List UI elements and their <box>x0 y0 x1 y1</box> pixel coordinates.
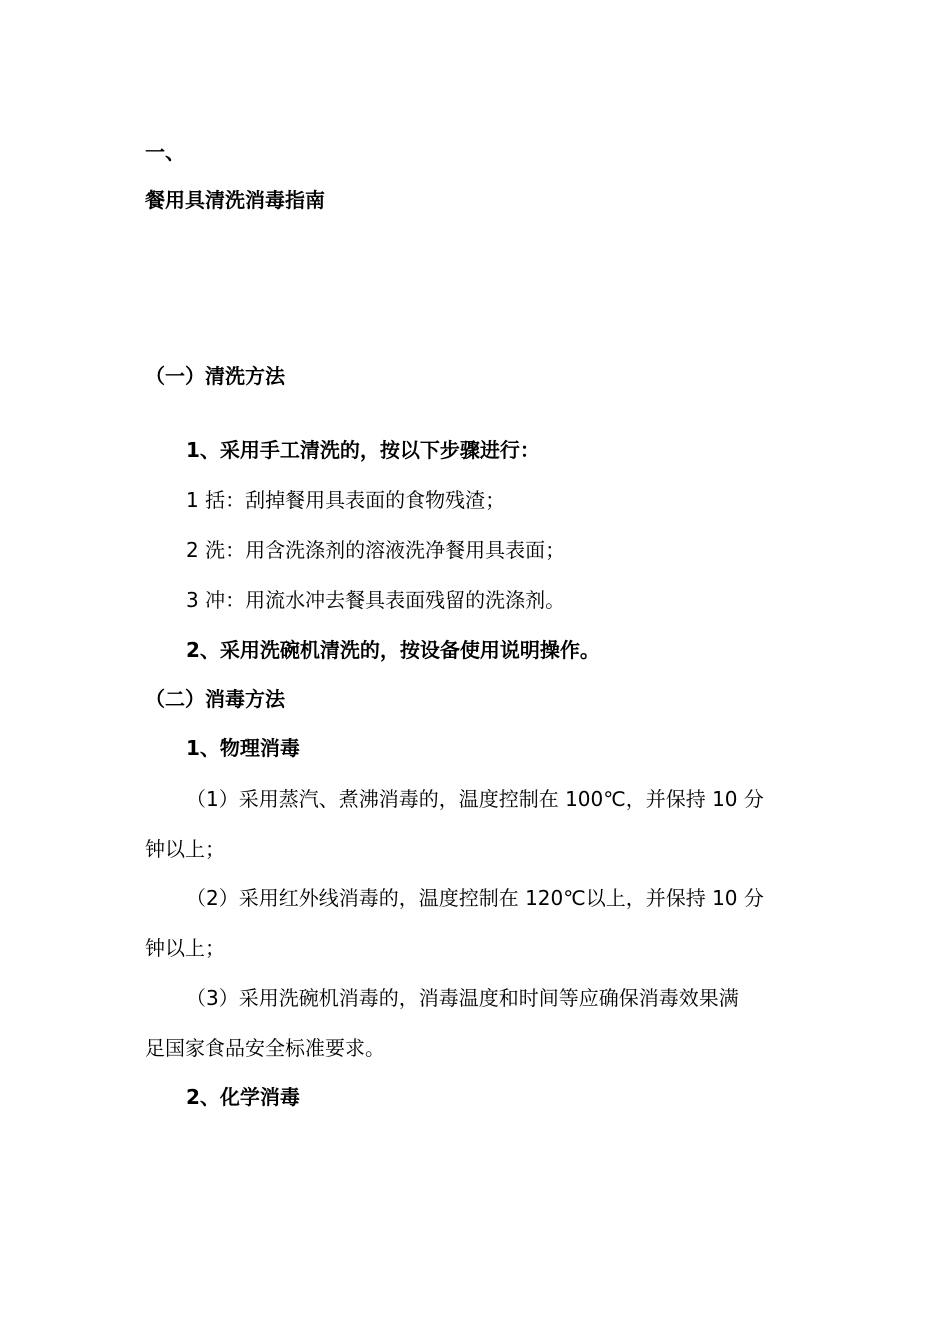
section-number: 一、 <box>145 140 185 164</box>
heading-chemical-disinfection: 2、化学消毒 <box>186 1085 300 1109</box>
paragraph-dishwasher-line2: 足国家食品安全标准要求。 <box>145 1036 385 1060</box>
heading-physical-disinfection: 1、物理消毒 <box>186 736 300 760</box>
paragraph-steam-line1: （1）采用蒸汽、煮沸消毒的，温度控制在 100℃，并保持 10 分 <box>186 787 764 811</box>
step-scrape: 1 括：刮掉餐用具表面的食物残渣； <box>186 488 506 512</box>
step-rinse: 3 冲：用流水冲去餐具表面残留的洗涤剂。 <box>186 588 566 612</box>
paragraph-dishwasher-line1: （3）采用洗碗机消毒的，消毒温度和时间等应确保消毒效果满 <box>186 986 739 1010</box>
paragraph-steam-line2: 钟以上； <box>145 837 225 861</box>
heading-cleaning-methods: （一）清洗方法 <box>145 364 285 388</box>
heading-dishwasher-cleaning: 2、采用洗碗机清洗的，按设备使用说明操作。 <box>186 638 600 662</box>
heading-manual-cleaning: 1、采用手工清洗的，按以下步骤进行： <box>186 438 540 462</box>
heading-disinfection-methods: （二）消毒方法 <box>145 687 285 711</box>
step-wash: 2 洗：用含洗涤剂的溶液洗净餐用具表面； <box>186 538 566 562</box>
paragraph-infrared-line2: 钟以上； <box>145 936 225 960</box>
paragraph-infrared-line1: （2）采用红外线消毒的，温度控制在 120℃以上，并保持 10 分 <box>186 886 764 910</box>
document-title: 餐用具清洗消毒指南 <box>145 188 325 212</box>
